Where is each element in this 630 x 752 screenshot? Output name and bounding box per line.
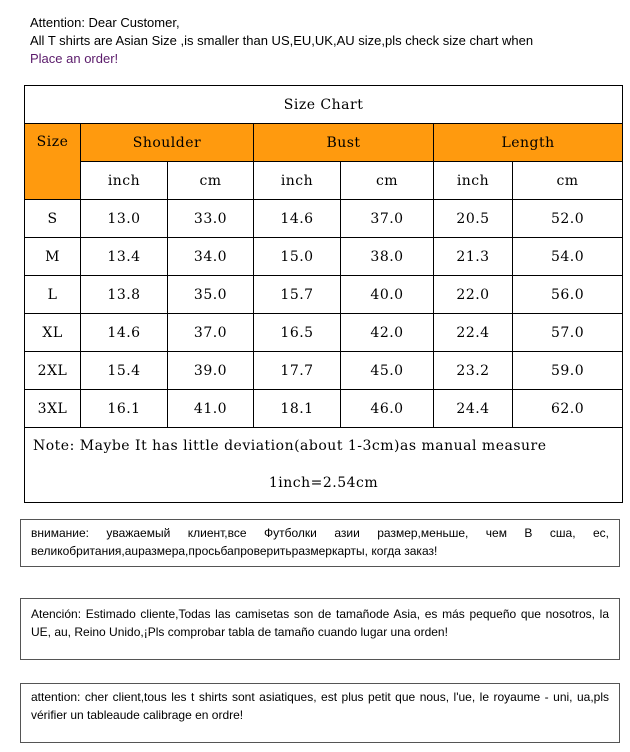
table-cell: 56.0 <box>513 276 623 314</box>
table-cell: 16.1 <box>81 390 168 428</box>
size-label: S <box>25 200 81 238</box>
attention-line-2: All T shirts are Asian Size ,is smaller than US,EU,UK,AU size,pls check size chart when <box>30 33 534 48</box>
table-cell: 57.0 <box>513 314 623 352</box>
table-cell: 39.0 <box>168 352 254 390</box>
size-label: L <box>25 276 81 314</box>
unit-header: cm <box>513 162 623 200</box>
table-cell: 40.0 <box>341 276 434 314</box>
size-label: M <box>25 238 81 276</box>
table-cell: 59.0 <box>513 352 623 390</box>
table-cell: 24.4 <box>434 390 513 428</box>
table-cell: 14.6 <box>254 200 341 238</box>
table-cell: 14.6 <box>81 314 168 352</box>
shoulder-header: Shoulder <box>81 124 254 162</box>
table-cell: 35.0 <box>168 276 254 314</box>
table-cell: 37.0 <box>341 200 434 238</box>
table-cell: 45.0 <box>341 352 434 390</box>
table-cell: 22.0 <box>434 276 513 314</box>
table-cell: 38.0 <box>341 238 434 276</box>
attention-line-3: Place an order! <box>30 51 119 66</box>
table-cell: 54.0 <box>513 238 623 276</box>
bust-header: Bust <box>254 124 434 162</box>
table-cell: 33.0 <box>168 200 254 238</box>
attention-line-1: Attention: Dear Customer, <box>30 15 180 30</box>
table-cell: 21.3 <box>434 238 513 276</box>
notice-russian: внимание: уважаемый клиент,все Футболки азии размер,меньше, чем В сша, ес, великобритания,аuразмера,просьбапроверитьразмеркарты, когда заказ! <box>20 519 620 567</box>
table-cell: 13.0 <box>81 200 168 238</box>
table-cell: 20.5 <box>434 200 513 238</box>
unit-header: inch <box>254 162 341 200</box>
table-cell: 13.4 <box>81 238 168 276</box>
measurement-note: Note: Maybe It has little deviation(about 1-3cm)as manual measure <box>25 428 623 465</box>
table-row <box>25 390 623 428</box>
size-label: 2XL <box>25 352 81 390</box>
notice-french: attention: cher client,tous les t shirts sont asiatiques, est plus petit que nous, l'ue, le royaume - uni, ua,pls vérifier un tableaude calibrage en ordre! <box>20 683 620 743</box>
unit-conversion-note: 1inch=2.54cm <box>25 465 623 503</box>
table-row <box>25 276 623 314</box>
size-label: XL <box>25 314 81 352</box>
table-row <box>25 352 623 390</box>
unit-header: inch <box>81 162 168 200</box>
unit-header: cm <box>341 162 434 200</box>
size-chart-table <box>24 85 623 503</box>
notice-spanish: Atención: Estimado cliente,Todas las camisetas son de tamañode Asia, es más pequeño que nosotros, la UE, au, Reino Unido,¡Pls comprobar tabla de tamaño cuando lugar una orden! <box>20 598 620 660</box>
length-header: Length <box>434 124 623 162</box>
table-cell: 42.0 <box>341 314 434 352</box>
unit-header: inch <box>434 162 513 200</box>
table-cell: 18.1 <box>254 390 341 428</box>
table-cell: 16.5 <box>254 314 341 352</box>
table-cell: 17.7 <box>254 352 341 390</box>
table-cell: 13.8 <box>81 276 168 314</box>
table-row <box>25 314 623 352</box>
size-column-header: Size <box>25 124 81 200</box>
table-cell: 41.0 <box>168 390 254 428</box>
table-cell: 15.4 <box>81 352 168 390</box>
table-cell: 34.0 <box>168 238 254 276</box>
table-row <box>25 200 623 238</box>
size-label: 3XL <box>25 390 81 428</box>
table-cell: 46.0 <box>341 390 434 428</box>
table-cell: 15.0 <box>254 238 341 276</box>
table-cell: 52.0 <box>513 200 623 238</box>
table-cell: 62.0 <box>513 390 623 428</box>
size-chart-title: Size Chart <box>25 86 623 124</box>
table-cell: 15.7 <box>254 276 341 314</box>
table-cell: 23.2 <box>434 352 513 390</box>
table-cell: 22.4 <box>434 314 513 352</box>
table-row <box>25 238 623 276</box>
table-cell: 37.0 <box>168 314 254 352</box>
unit-header: cm <box>168 162 254 200</box>
attention-message <box>30 14 620 68</box>
